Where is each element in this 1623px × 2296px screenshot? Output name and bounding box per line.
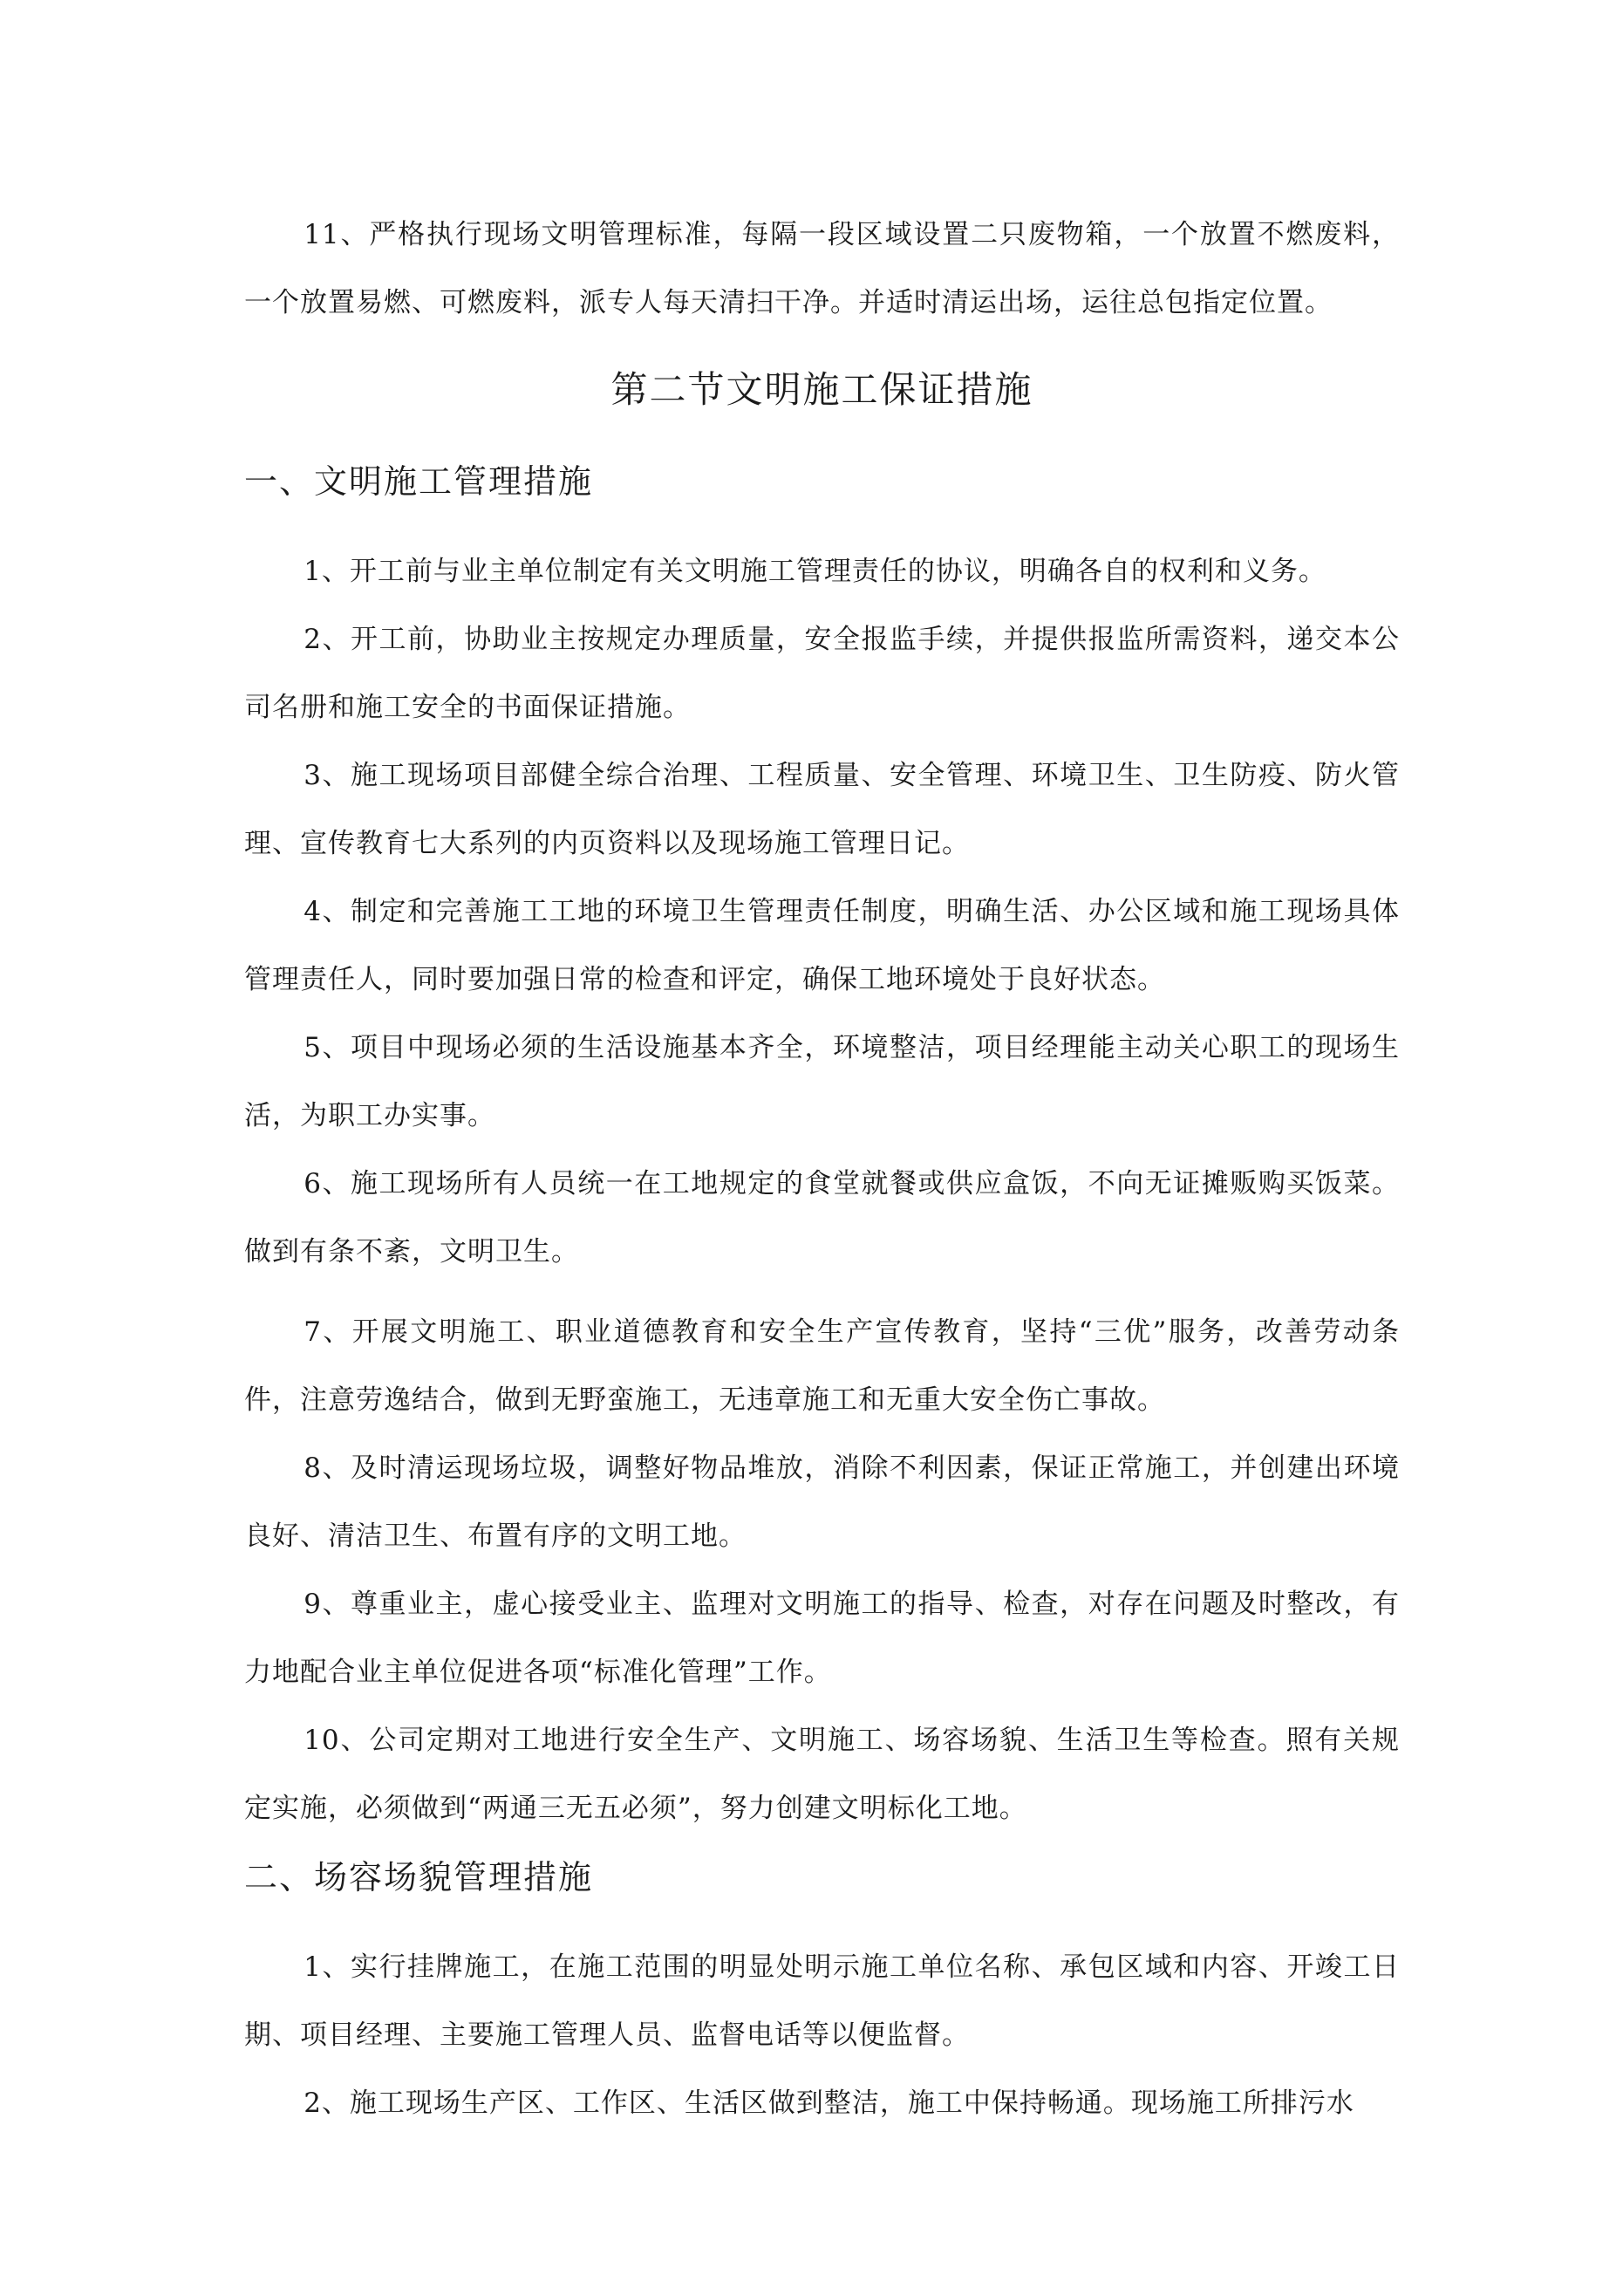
paragraph: 3、施工现场项目部健全综合治理、工程质量、安全管理、环境卫生、卫生防疫、防火管理、宣传教育七大系列的内页资料以及现场施工管理日记。 [244,760,1400,859]
paragraph: 10、公司定期对工地进行安全生产、文明施工、场容场貌、生活卫生等检查。照有关规定实施，必须做到“两通三无五必须”，努力创建文明标化工地。 [244,1725,1400,1824]
paragraph: 7、开展文明施工、职业道德教育和安全生产宣传教育，坚持“三优”服务，改善劳动条件，注意劳逸结合，做到无野蛮施工，无违章施工和无重大安全伤亡事故。 [244,1316,1400,1416]
paragraph: 11、严格执行现场文明管理标准，每隔一段区域设置二只废物箱，一个放置不燃废料，一个放置易燃、可燃废料，派专人每天清扫干净。并适时清运出场，运往总包指定位置。 [244,219,1400,318]
paragraph: 1、实行挂牌施工，在施工范围的明显处明示施工单位名称、承包区域和内容、开竣工日期、项目经理、主要施工管理人员、监督电话等以便监督。 [244,1951,1400,2051]
section-title: 第二节文明施工保证措施 [610,368,1033,411]
paragraph: 5、项目中现场必须的生活设施基本齐全，环境整洁，项目经理能主动关心职工的现场生活，为职工办实事。 [244,1032,1400,1131]
paragraph: 9、尊重业主，虚心接受业主、监理对文明施工的指导、检查，对存在问题及时整改，有力地配合业主单位促进各项“标准化管理”工作。 [244,1589,1400,1688]
paragraph: 4、制定和完善施工工地的环境卫生管理责任制度，明确生活、办公区域和施工现场具体管理责任人，同时要加强日常的检查和评定，确保工地环境处于良好状态。 [244,896,1400,995]
subheading-civilized-construction: 一、文明施工管理措施 [244,462,594,501]
subheading-site-appearance: 二、场容场貌管理措施 [244,1858,594,1896]
paragraph: 2、开工前，协助业主按规定办理质量，安全报监手续，并提供报监所需资料，递交本公司名册和施工安全的书面保证措施。 [244,624,1400,723]
document-page [244,201,1400,2137]
paragraph: 6、施工现场所有人员统一在工地规定的食堂就餐或供应盒饭，不向无证摊贩购买饭菜。做到有条不紊，文明卫生。 [244,1168,1400,1268]
paragraph: 2、施工现场生产区、工作区、生活区做到整洁，施工中保持畅通。现场施工所排污水 [303,2088,1354,2119]
paragraph: 1、开工前与业主单位制定有关文明施工管理责任的协议，明确各自的权利和义务。 [303,556,1326,587]
paragraph: 8、及时清运现场垃圾，调整好物品堆放，消除不利因素，保证正常施工，并创建出环境良好、清洁卫生、布置有序的文明工地。 [244,1452,1400,1552]
